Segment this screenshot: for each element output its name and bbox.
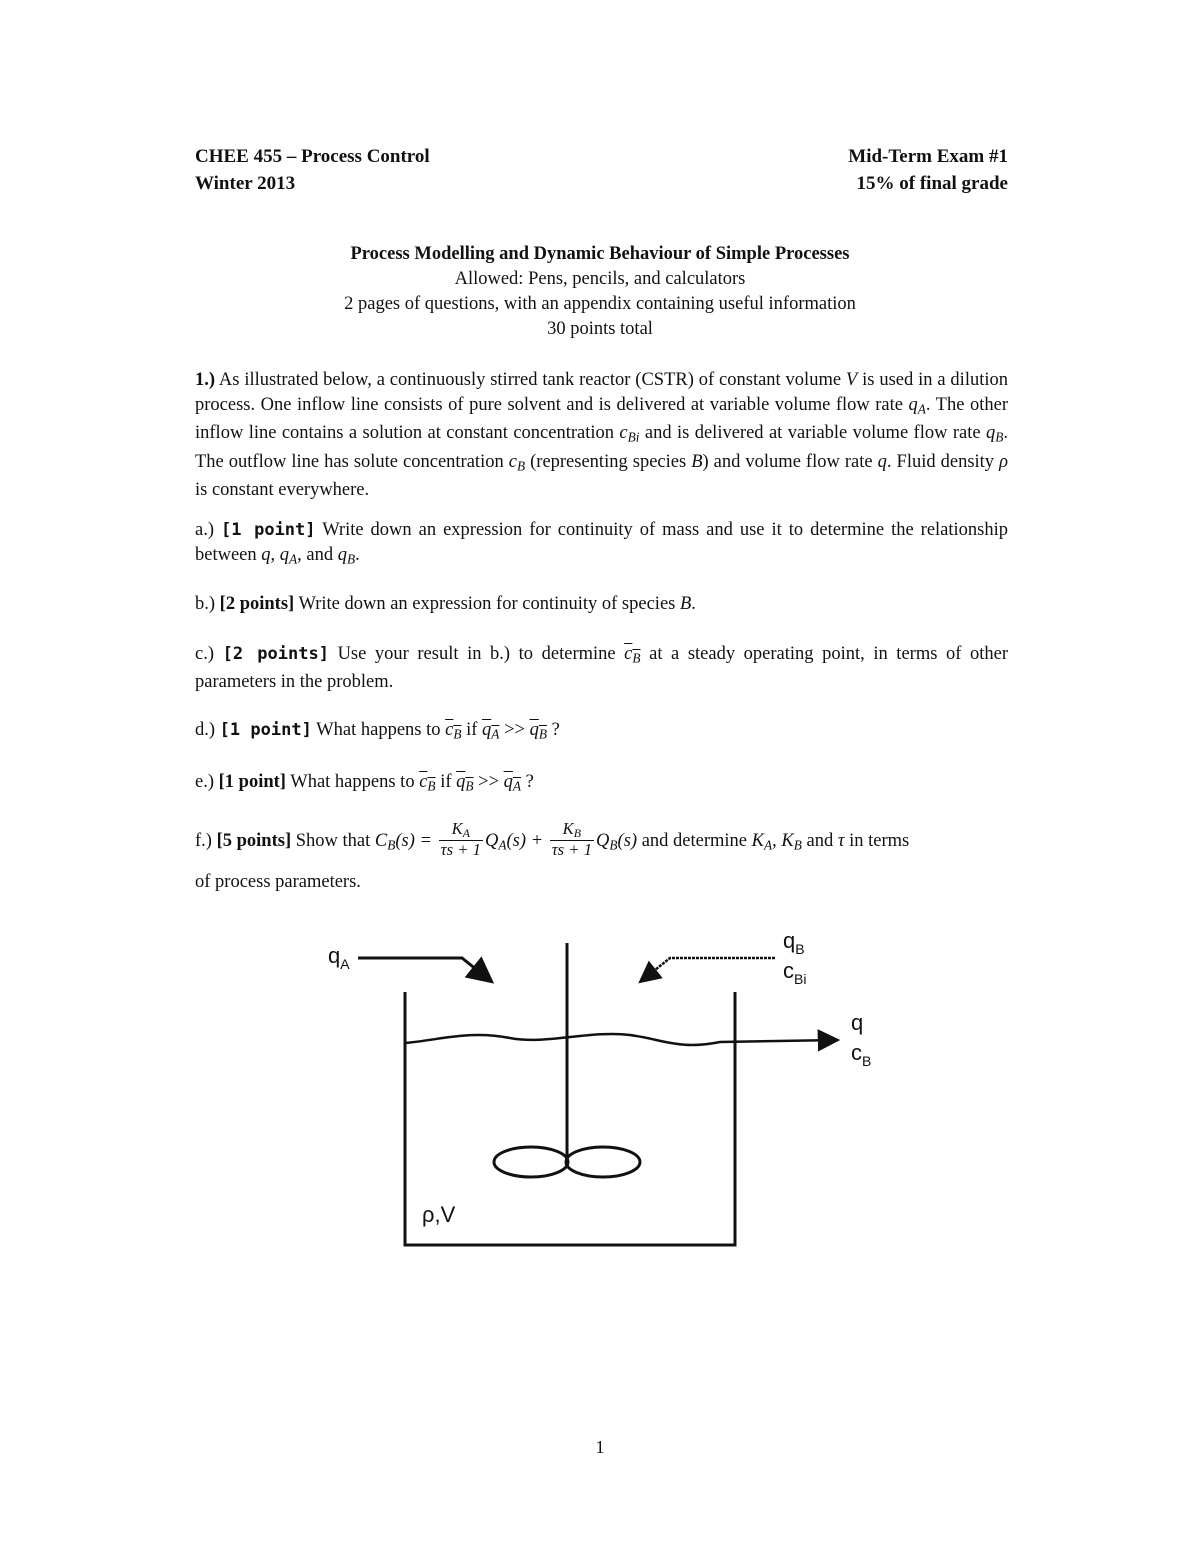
var-qA-bar: $q_A$ — [503, 772, 522, 794]
punct: ? — [546, 720, 560, 740]
var-cB-bar: $c_B$ — [445, 720, 462, 742]
var-qB-bar: $q_B$ — [529, 720, 547, 742]
operator: >> — [473, 772, 504, 792]
operator: >> — [499, 720, 530, 740]
q1-text: (representing species — [525, 451, 692, 472]
transfer-lhs: $C_B(s)$ = — [374, 830, 437, 853]
var-qB: $q_B$ — [985, 423, 1004, 445]
input-QA: $Q_A(s)$ + — [484, 830, 548, 853]
fraction-KB: $\frac{K_B}{\tau s + 1}$ — [551, 819, 593, 860]
var-cB: $c_B$ — [508, 451, 526, 473]
impeller-left — [494, 1147, 568, 1177]
punct: . — [355, 545, 360, 565]
input-QB: $Q_B(s)$ — [596, 830, 638, 853]
course-title: CHEE 455 – Process Control — [195, 146, 430, 167]
part-points: [2 points] — [222, 644, 329, 664]
label-rho-V: ρ,V — [422, 1202, 456, 1227]
part-text: Show that — [291, 830, 375, 851]
fraction-KA: $\frac{K_A}{\tau s + 1}$ — [440, 819, 481, 860]
var-KA: $K_A$ — [751, 830, 773, 853]
var-qA-bar: $q_A$ — [482, 720, 500, 742]
inflow-b-arrow — [640, 958, 775, 982]
part-label: c.) — [195, 644, 214, 664]
part-text: Write down an expression for continuity of species — [294, 594, 680, 614]
part-text: if — [461, 720, 483, 740]
q1-text: ) and volume flow rate — [702, 451, 878, 472]
q1-text: is used in a dilution process. One inflow line consists of pure solvent and is delivered at variable volume flow rate — [195, 370, 1008, 415]
inflow-a-arrow — [358, 958, 492, 982]
separator: , — [270, 545, 280, 565]
part-text: in terms — [844, 830, 910, 851]
q1-text: and is delivered at variable volume flow rate — [639, 423, 986, 444]
part-text: What happens to — [311, 720, 446, 740]
var-B: B — [691, 451, 703, 472]
punct: . — [691, 594, 696, 614]
liquid-level-outflow — [405, 1034, 838, 1045]
var-cBi: $c_{Bi}$ — [619, 423, 640, 445]
label-q: q — [851, 1010, 864, 1035]
q1-text: As illustrated below, a continuously stirred tank reactor (CSTR) of constant volume — [218, 370, 846, 390]
part-label: e.) — [195, 772, 214, 792]
part-text: if — [435, 772, 457, 792]
exam-title: Mid-Term Exam #1 — [848, 146, 1008, 167]
var-tau: τ — [837, 830, 845, 851]
var-cB-bar: $c_B$ — [419, 772, 436, 794]
var-qB: $q_B$ — [337, 545, 356, 567]
exam-topic: Process Modelling and Dynamic Behaviour of Simple Processes — [350, 244, 850, 264]
part-text: at a steady operating point, in terms of other parameters in the problem. — [195, 644, 1008, 693]
part-points: [1 point] — [218, 772, 286, 792]
q1-text: . Fluid density — [886, 451, 1000, 472]
part-points: [2 points] — [219, 594, 295, 614]
part-f-continued: of process parameters. — [195, 872, 361, 892]
label-cB: $c_B$ — [851, 1040, 872, 1069]
label-qA: $q_A$ — [328, 943, 350, 972]
part-points: [5 points] — [216, 830, 292, 851]
var-KB: $K_B$ — [781, 830, 802, 853]
separator: , — [772, 830, 782, 851]
part-text: What happens to — [285, 772, 420, 792]
allowed-materials: Allowed: Pens, pencils, and calculators — [454, 269, 746, 289]
punct: ? — [521, 772, 534, 792]
q1-text: . The other inflow line contains a solution at constant concentration — [195, 395, 1008, 444]
var-qA: $q_A$ — [279, 545, 298, 567]
part-label: f.) — [195, 830, 212, 851]
part-text: and determine — [637, 830, 752, 851]
separator: , and — [297, 545, 338, 565]
exam-weight: 15% of final grade — [856, 173, 1008, 194]
label-qB: $q_B$ — [783, 928, 805, 957]
label-cBi: $c_{Bi}$ — [783, 958, 807, 987]
part-text: Use your result in b.) to determine — [328, 644, 625, 664]
page-number: 1 — [595, 1437, 605, 1457]
var-qA: $q_A$ — [908, 395, 926, 417]
part-text: and — [801, 830, 838, 851]
var-V: V — [845, 370, 858, 390]
var-q: q — [877, 451, 887, 472]
term: Winter 2013 — [195, 173, 296, 194]
page-info: 2 pages of questions, with an appendix containing useful information — [344, 294, 856, 314]
var-rho: ρ — [999, 451, 1008, 472]
part-text: Write down an expression for continuity of mass and use it to determine the relationship between — [195, 520, 1008, 565]
impeller-right — [566, 1147, 640, 1177]
part-label: b.) — [195, 594, 216, 614]
part-label: d.) — [195, 720, 216, 740]
part-points: [1 point] — [219, 720, 312, 740]
question-number: 1.) — [195, 370, 216, 390]
total-points: 30 points total — [547, 319, 653, 339]
part-label: a.) — [195, 520, 214, 540]
q1-text: is constant everywhere. — [195, 479, 370, 500]
var-q: q — [261, 545, 271, 565]
var-cB-bar: $c_B$ — [624, 644, 641, 666]
part-points: [1 point] — [220, 520, 316, 540]
var-B: B — [679, 594, 692, 614]
q1-text: . The outflow line has solute concentration — [195, 423, 1008, 472]
var-qB-bar: $q_B$ — [456, 772, 474, 794]
